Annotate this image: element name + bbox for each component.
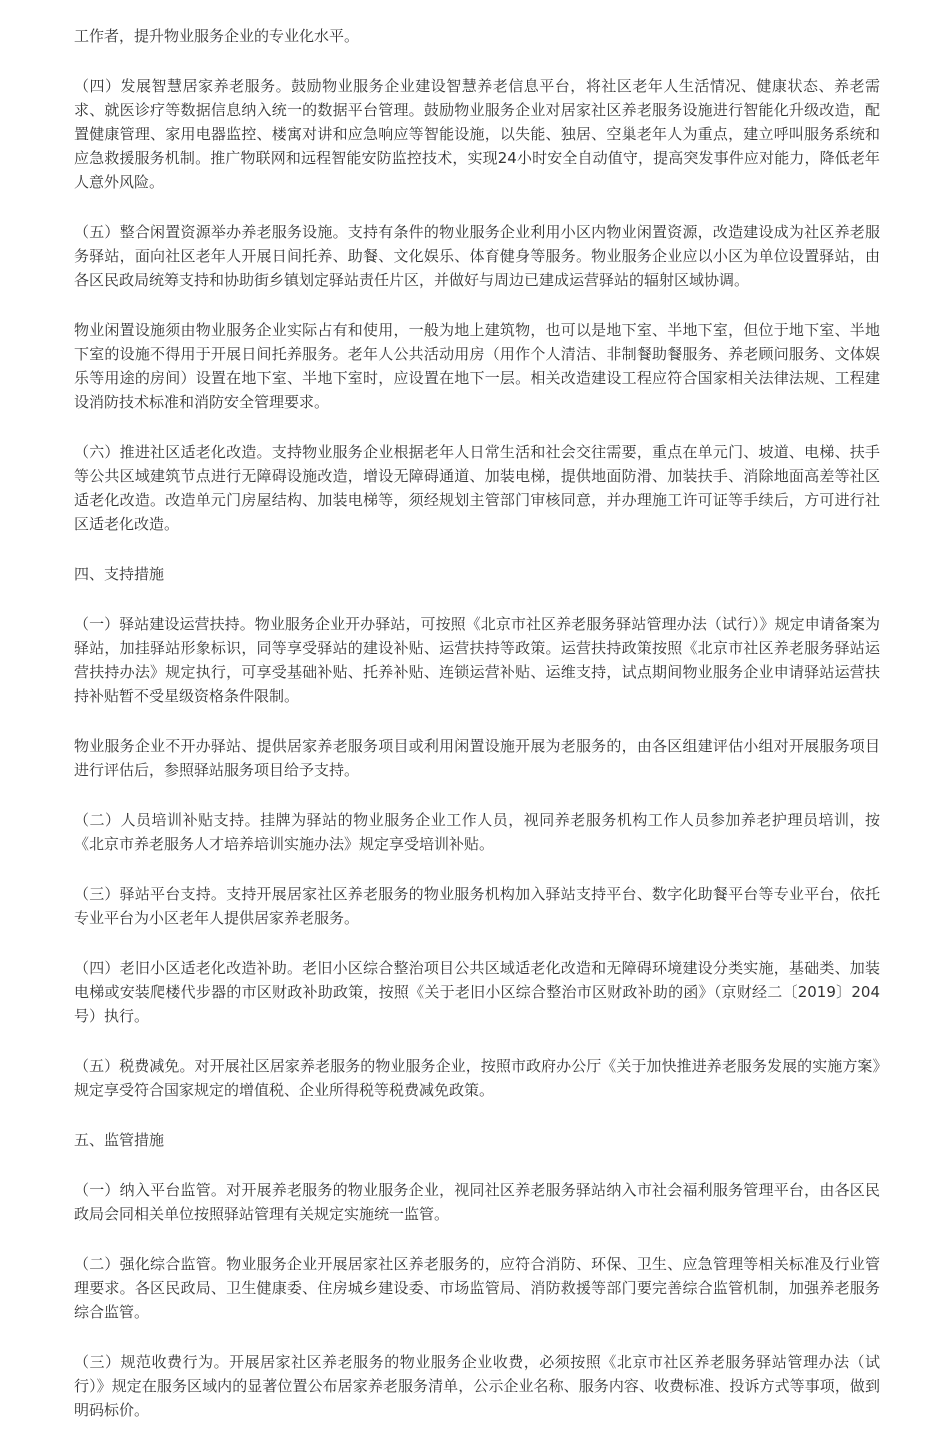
paragraph-platform-support: （三）驿站平台支持。支持开展居家社区养老服务的物业服务机构加入驿站支持平台、数字化助餐平台等专业平台，依托专业平台为小区老年人提供居家养老服务。: [74, 885, 880, 927]
paragraph-non-station-services: 物业服务企业不开办驿站、提供居家养老服务项目或利用闲置设施开展为老服务的，由各区组建评估小组对开展服务项目进行评估后，参照驿站服务项目给予支持。: [74, 737, 880, 779]
paragraph-comprehensive-supervision: （二）强化综合监管。物业服务企业开展居家社区养老服务的，应符合消防、环保、卫生、应急管理等相关标准及行业管理要求。各区民政局、卫生健康委、住房城乡建设委、市场监管局、消防救援等部门要完善综合监管机制，加强养老服务综合监管。: [74, 1255, 880, 1321]
document-body: [74, 24, 880, 1448]
section-heading-support-measures: 四、支持措施: [74, 565, 165, 583]
paragraph-continuation: 工作者，提升物业服务企业的专业化水平。: [74, 27, 360, 45]
paragraph-idle-facilities: 物业闲置设施须由物业服务企业实际占有和使用，一般为地上建筑物，也可以是地下室、半地下室，但位于地下室、半地下室的设施不得用于开展日间托养服务。老年人公共活动用房（用作个人清洁、非制餐助餐服务、养老顾问服务、文体娱乐等用途的房间）设置在地下室、半地下室时，应设置在地下一层。相关改造建设工程应符合国家相关法律法规、工程建设消防技术标准和消防安全管理要求。: [74, 321, 880, 411]
section-heading-supervision-measures: 五、监管措施: [74, 1131, 165, 1149]
paragraph-platform-supervision: （一）纳入平台监管。对开展养老服务的物业服务企业，视同社区养老服务驿站纳入市社会福利服务管理平台，由各区民政局会同相关单位按照驿站管理有关规定实施统一监管。: [74, 1181, 880, 1223]
paragraph-old-community-renovation: （四）老旧小区适老化改造补助。老旧小区综合整治项目公共区域适老化改造和无障碍环境建设分类实施，基础类、加装电梯或安装爬楼代步器的市区财政补助政策，按照《关于老旧小区综合整治市区财政补助的函》（京财经二〔2019〕204号）执行。: [74, 959, 880, 1025]
paragraph-station-operation-support: （一）驿站建设运营扶持。物业服务企业开办驿站，可按照《北京市社区养老服务驿站管理办法（试行）》规定申请备案为驿站，加挂驿站形象标识，同等享受驿站的建设补贴、运营扶持等政策。运营扶持政策按照《北京市社区养老服务驿站运营扶持办法》规定执行，可享受基础补贴、托养补贴、连锁运营补贴、运维支持，试点期间物业服务企业申请驿站运营扶持补贴暂不受星级资格条件限制。: [74, 615, 880, 705]
paragraph-fee-regulation: （三）规范收费行为。开展居家社区养老服务的物业服务企业收费，必须按照《北京市社区养老服务驿站管理办法（试行）》规定在服务区域内的显著位置公布居家养老服务清单，公示企业名称、服务内容、收费标准、投诉方式等事项，做到明码标价。: [74, 1353, 880, 1419]
paragraph-training-subsidy: （二）人员培训补贴支持。挂牌为驿站的物业服务企业工作人员，视同养老服务机构工作人员参加养老护理员培训，按《北京市养老服务人才培养培训实施办法》规定享受培训补贴。: [74, 811, 880, 853]
paragraph-smart-elderly-care: （四）发展智慧居家养老服务。鼓励物业服务企业建设智慧养老信息平台，将社区老年人生活情况、健康状态、养老需求、就医诊疗等数据信息纳入统一的数据平台管理。鼓励物业服务企业对居家社区养老服务设施进行智能化升级改造，配置健康管理、家用电器监控、楼寓对讲和应急响应等智能设施，以失能、独居、空巢老年人为重点，建立呼叫服务系统和应急救援服务机制。推广物联网和远程智能安防监控技术，实现24小时安全自动值守，提高突发事件应对能力，降低老年人意外风险。: [74, 77, 880, 191]
paragraph-age-friendly-renovation: （六）推进社区适老化改造。支持物业服务企业根据老年人日常生活和社会交往需要，重点在单元门、坡道、电梯、扶手等公共区域建筑节点进行无障碍设施改造，增设无障碍通道、加装电梯，提供地面防滑、加装扶手、消除地面高差等社区适老化改造。改造单元门房屋结构、加装电梯等，须经规划主管部门审核同意，并办理施工许可证等手续后，方可进行社区适老化改造。: [74, 443, 880, 533]
paragraph-tax-reduction: （五）税费减免。对开展社区居家养老服务的物业服务企业，按照市政府办公厅《关于加快推进养老服务发展的实施方案》规定享受符合国家规定的增值税、企业所得税等税费减免政策。: [74, 1057, 880, 1099]
paragraph-idle-resources: （五）整合闲置资源举办养老服务设施。支持有条件的物业服务企业利用小区内物业闲置资源，改造建设成为社区养老服务驿站，面向社区老年人开展日间托养、助餐、文化娱乐、体育健身等服务。物业服务企业应以小区为单位设置驿站，由各区民政局统筹支持和协助街乡镇划定驿站责任片区，并做好与周边已建成运营驿站的辐射区域协调。: [74, 223, 880, 289]
